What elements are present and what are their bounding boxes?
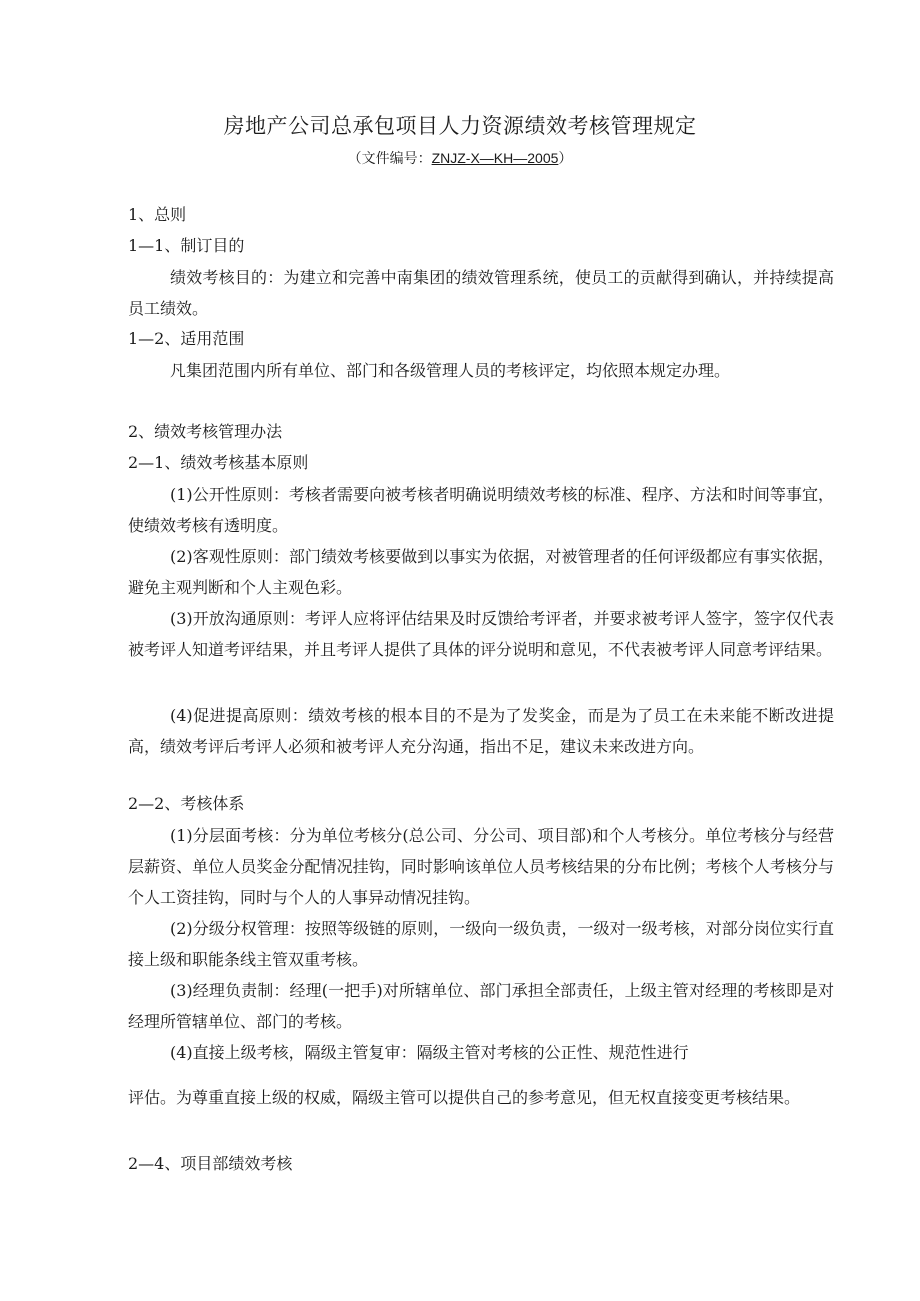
system-item: (4)直接上级考核，隔级主管复审：隔级主管对考核的公正性、规范性进行 [170, 1043, 689, 1062]
system-item: (2)分级分权管理：按照等级链的原则，一级向一级负责，一级对一级考核，对部分岗位实行直接上级和职能条线主管双重考核。 [128, 919, 834, 969]
section-1-heading: 1、总则 [128, 205, 187, 224]
principle-item: (2)客观性原则：部门绩效考核要做到以事实为依据，对被管理者的任何评级都应有事实依据，避免主观判断和个人主观色彩。 [128, 547, 834, 597]
document-title: 房地产公司总承包项目人力资源绩效考核管理规定 [223, 114, 697, 138]
principle-item: (3)开放沟通原则：考评人应将评估结果及时反馈给考评者，并要求被考评人签字，签字仅代表被考评人知道考评结果，并且考评人提供了具体的评分说明和意见，不代表被考评人同意考评结果。 [128, 609, 834, 659]
section-1-1-heading: 1—1、制订目的 [128, 236, 245, 255]
section-1-2-text: 凡集团范围内所有单位、部门和各级管理人员的考核评定，均依照本规定办理。 [170, 361, 731, 380]
file-number [0, 148, 920, 169]
section-2-2-heading: 2—2、考核体系 [128, 794, 245, 813]
system-item: (3)经理负责制：经理(一把手)对所辖单位、部门承担全部责任，上级主管对经理的考核即是对经理所管辖单位、部门的考核。 [128, 981, 834, 1031]
section-2-heading: 2、绩效考核管理办法 [128, 422, 283, 441]
section-1-2-heading: 1—2、适用范围 [128, 329, 245, 348]
system-item: (1)分层面考核：分为单位考核分(总公司、分公司、项目部)和个人考核分。单位考核分与经营层薪资、单位人员奖金分配情况挂钩，同时影响该单位人员考核结果的分布比例；考核个人考核分与个人工资挂钩，同时与个人的人事异动情况挂钩。 [128, 826, 834, 907]
file-number-label: （文件编号： [347, 151, 432, 167]
file-number-code: ZNJZ-X—KH—2005 [431, 150, 559, 166]
file-number-close: ） [558, 151, 573, 167]
principle-item: (4)促进提高原则：绩效考核的根本目的不是为了发奖金，而是为了员工在未来能不断改进提高，绩效考评后考评人必须和被考评人充分沟通，指出不足，建议未来改进方向。 [128, 706, 834, 756]
principle-item: (1)公开性原则：考核者需要向被考核者明确说明绩效考核的标准、程序、方法和时间等事宜，使绩效考核有透明度。 [128, 485, 834, 535]
system-item-continuation: 评估。为尊重直接上级的权威，隔级主管可以提供自己的参考意见，但无权直接变更考核结果。 [128, 1088, 801, 1107]
section-1-1-text: 绩效考核目的：为建立和完善中南集团的绩效管理系统，使员工的贡献得到确认，并持续提高员工绩效。 [128, 268, 834, 318]
section-2-1-heading: 2—1、绩效考核基本原则 [128, 453, 309, 472]
section-2-4-heading: 2—4、项目部绩效考核 [128, 1154, 293, 1173]
